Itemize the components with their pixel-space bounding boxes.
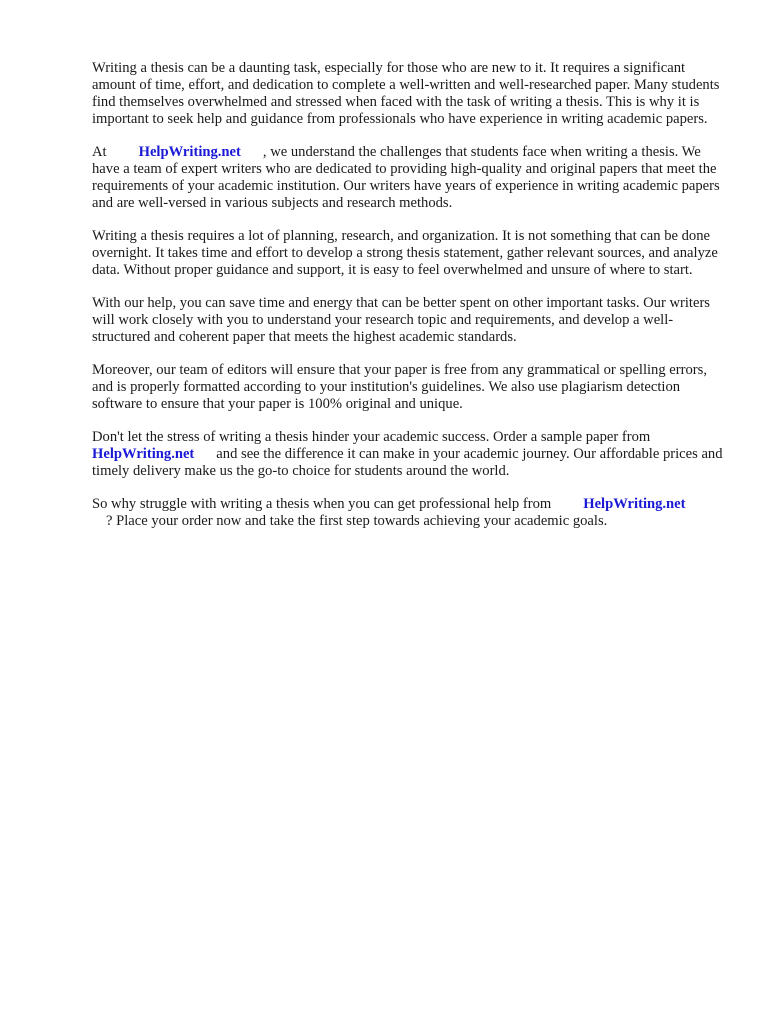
paragraph-intro-text: Writing a thesis can be a daunting task, especially for those who are new to it. It requires a significant amount of time, effort, and dedication to complete a well-written and well-researched paper. Many students find themselves overwhelmed and stressed when faced with the task of writing a thesis. This is why it is important to seek help and guidance from professionals who have experience in writing academic papers. bbox=[92, 60, 720, 127]
paragraph-editors bbox=[92, 362, 728, 413]
document-body bbox=[92, 60, 728, 546]
paragraph-order bbox=[92, 429, 728, 480]
paragraph-planning-text: Writing a thesis requires a lot of planning, research, and organization. It is not something that can be done overnight. It takes time and effort to develop a strong thesis statement, gather relevant sources, and analyze data. Without proper guidance and support, it is easy to feel overwhelmed and unsure of where to start. bbox=[92, 228, 718, 278]
helpwriting-link-3[interactable]: HelpWriting.net bbox=[583, 496, 686, 512]
paragraph-about-lead: At bbox=[92, 144, 107, 160]
paragraph-help-text: With our help, you can save time and energy that can be better spent on other important tasks. Our writers will work closely with you to understand your research topic and requirements, and develop a well-structured and coherent paper that meets the highest academic standards. bbox=[92, 295, 710, 345]
paragraph-about bbox=[92, 144, 728, 212]
paragraph-order-lead: Don't let the stress of writing a thesis hinder your academic success. Order a sample paper from bbox=[92, 429, 651, 445]
paragraph-closing-lead: So why struggle with writing a thesis when you can get professional help from bbox=[92, 496, 552, 512]
paragraph-intro bbox=[92, 60, 728, 128]
helpwriting-link-2[interactable]: HelpWriting.net bbox=[92, 446, 195, 462]
paragraph-planning bbox=[92, 228, 728, 279]
paragraph-closing bbox=[92, 496, 728, 530]
paragraph-help bbox=[92, 295, 728, 346]
paragraph-closing-text: ? Place your order now and take the first step towards achieving your academic goals. bbox=[106, 513, 608, 529]
paragraph-about-text: , we understand the challenges that students face when writing a thesis. We have a team of expert writers who are dedicated to providing high-quality and original papers that meet the requirements of your academic institution. Our writers have years of experience in writing academic papers and are well-versed in various subjects and research methods. bbox=[92, 144, 720, 211]
paragraph-order-text: and see the difference it can make in your academic journey. Our affordable prices and timely delivery make us the go-to choice for students around the world. bbox=[92, 446, 723, 479]
paragraph-editors-text: Moreover, our team of editors will ensure that your paper is free from any grammatical or spelling errors, and is properly formatted according to your institution's guidelines. We also use plagiarism detection software to ensure that your paper is 100% original and unique. bbox=[92, 362, 707, 412]
helpwriting-link-1[interactable]: HelpWriting.net bbox=[138, 144, 241, 160]
